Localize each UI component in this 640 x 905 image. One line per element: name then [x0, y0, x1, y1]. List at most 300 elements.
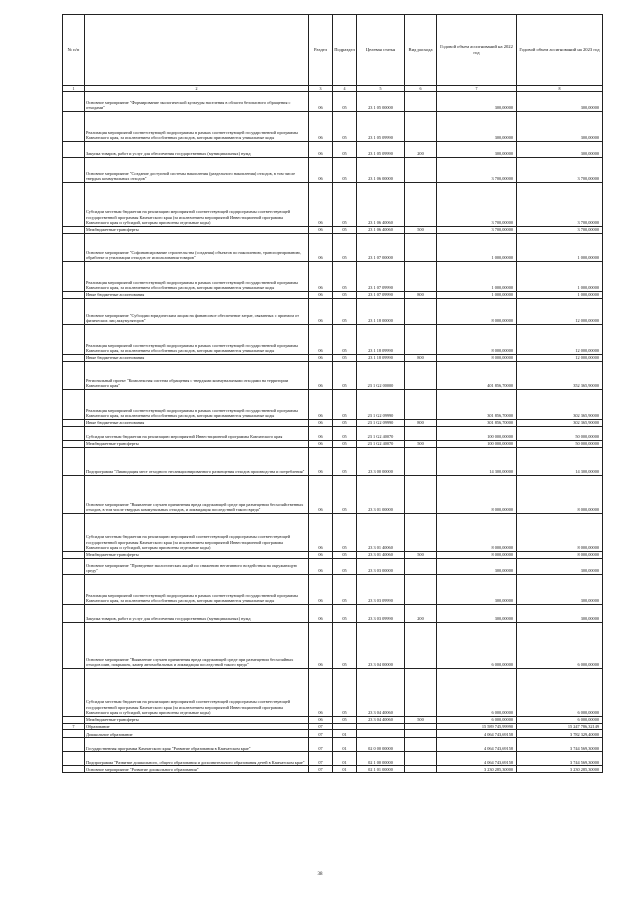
row-target-article: 23 1 05 00000 [357, 92, 405, 112]
table-row [63, 112, 603, 142]
row-number [63, 738, 85, 752]
table-row [63, 723, 603, 730]
row-target-article: 23 1 18 09990 [357, 325, 405, 355]
row-podrazdel: 05 [333, 717, 357, 724]
row-razdel: 07 [309, 752, 333, 766]
row-razdel: 07 [309, 766, 333, 773]
row-amount-2023: 3 230 285,30000 [517, 766, 603, 773]
row-razdel: 06 [309, 623, 333, 669]
row-amount-2022: 6 000,00000 [437, 669, 517, 717]
row-amount-2022: 100 000,00000 [437, 427, 517, 441]
row-podrazdel: 05 [333, 234, 357, 262]
row-expense-type: 800 [405, 292, 437, 299]
row-amount-2023: 3 700,00000 [517, 183, 603, 227]
row-amount-2022: 4 064 743,69158 [437, 730, 517, 738]
column-number: 4 [333, 86, 357, 92]
row-target-article: 02 1 00 00000 [357, 752, 405, 766]
table-row [63, 292, 603, 299]
row-name: Межбюджетные трансферты [85, 227, 309, 234]
row-target-article: 02 0 00 00000 [357, 738, 405, 752]
row-amount-2023: 1 000,00000 [517, 234, 603, 262]
row-target-article: 23 3 03 09990 [357, 605, 405, 623]
row-expense-type: 500 [405, 227, 437, 234]
row-amount-2023: 1 000,00000 [517, 292, 603, 299]
row-razdel: 06 [309, 420, 333, 427]
row-amount-2022: 300,00000 [437, 559, 517, 575]
row-podrazdel [333, 723, 357, 730]
row-amount-2022: 15 589 745,99990 [437, 723, 517, 730]
row-amount-2022: 300,00000 [437, 575, 517, 605]
row-expense-type [405, 92, 437, 112]
row-expense-type: 500 [405, 552, 437, 559]
row-podrazdel: 05 [333, 92, 357, 112]
header-podrazdel: Подраздел [333, 15, 357, 86]
row-razdel: 06 [309, 448, 333, 476]
row-amount-2022: 3 700,00000 [437, 183, 517, 227]
row-amount-2022: 300,00000 [437, 142, 517, 158]
row-target-article: 23 3 03 00000 [357, 559, 405, 575]
header-razdel: Раздел [309, 15, 333, 86]
row-number [63, 355, 85, 362]
row-podrazdel: 05 [333, 559, 357, 575]
row-amount-2022: 14 300,00000 [437, 448, 517, 476]
row-amount-2023: 300,00000 [517, 575, 603, 605]
row-amount-2023: 1 000,00000 [517, 262, 603, 292]
row-amount-2022: 6 000,00000 [437, 623, 517, 669]
table-row [63, 227, 603, 234]
row-razdel: 06 [309, 717, 333, 724]
row-expense-type [405, 575, 437, 605]
table-row [63, 559, 603, 575]
row-amount-2022: 8 000,00000 [437, 514, 517, 552]
row-name: Основное мероприятие "Формирование экологической культуры населения в области безопасного обращения с отходами" [85, 92, 309, 112]
header-target-article: Целевая статья [357, 15, 405, 86]
row-amount-2023: 14 300,00000 [517, 448, 603, 476]
row-amount-2023: 12 000,00000 [517, 299, 603, 325]
row-name: Субсидии местным бюджетам на реализацию мероприятий соответствующей подпрограммы соответствующей государственной программы Камчатского края (за исключением мероприятий Инвестиционной программы Камчатского края и субсидий, которым присвоены отдельные коды) [85, 669, 309, 717]
row-amount-2023: 3 744 569,30000 [517, 738, 603, 752]
row-amount-2023: 8 000,00000 [517, 476, 603, 514]
row-expense-type [405, 234, 437, 262]
row-amount-2023: 3 782 329,40000 [517, 730, 603, 738]
row-number [63, 427, 85, 441]
row-amount-2023: 352 365,90000 [517, 362, 603, 390]
row-number [63, 112, 85, 142]
row-expense-type [405, 738, 437, 752]
row-target-article: 23 3 04 40060 [357, 669, 405, 717]
row-amount-2023: 6 000,00000 [517, 717, 603, 724]
row-podrazdel: 01 [333, 752, 357, 766]
row-podrazdel: 05 [333, 355, 357, 362]
row-number [63, 559, 85, 575]
row-name: Образование [85, 723, 309, 730]
table-row [63, 142, 603, 158]
row-target-article: 23 3 04 00000 [357, 623, 405, 669]
row-name: Основное мероприятие "Развитие дошкольного образования" [85, 766, 309, 773]
row-podrazdel: 05 [333, 183, 357, 227]
row-name: Реализация мероприятий соответствующей подпрограммы в рамках соответствующей государственной программы Камчатского края, за исключением обособленных расходов, которым присваиваются уникальные коды [85, 390, 309, 420]
table-row [63, 234, 603, 262]
row-razdel: 06 [309, 355, 333, 362]
row-razdel: 06 [309, 390, 333, 420]
row-target-article: 23 1 05 09990 [357, 142, 405, 158]
row-expense-type [405, 325, 437, 355]
table-row [63, 92, 603, 112]
row-target-article: 23 1 07 09990 [357, 292, 405, 299]
row-expense-type [405, 299, 437, 325]
row-name: Реализация мероприятий соответствующей подпрограммы в рамках соответствующей государственной программы Камчатского края, за исключением обособленных расходов, которым присваиваются уникальные коды [85, 112, 309, 142]
table-row [63, 299, 603, 325]
row-target-article: 23 1 18 00000 [357, 299, 405, 325]
row-razdel: 06 [309, 292, 333, 299]
row-razdel: 07 [309, 738, 333, 752]
row-name: Межбюджетные трансферты [85, 717, 309, 724]
row-amount-2022: 8 000,00000 [437, 299, 517, 325]
row-name: Субсидии местным бюджетам на реализацию мероприятий соответствующей подпрограммы соответствующей государственной программы Камчатского края (за исключением мероприятий Инвестиционной программы Камчатского края и субсидий, которым присвоены отдельные коды) [85, 183, 309, 227]
row-number [63, 766, 85, 773]
row-amount-2022: 401 856,70000 [437, 362, 517, 390]
row-razdel: 06 [309, 476, 333, 514]
row-target-article: 23 1 18 09990 [357, 355, 405, 362]
row-target-article [357, 730, 405, 738]
row-amount-2023: 50 000,00000 [517, 427, 603, 441]
row-razdel: 07 [309, 730, 333, 738]
row-name: Реализация мероприятий соответствующей подпрограммы в рамках соответствующей государственной программы Камчатского края, за исключением обособленных расходов, которым присваиваются уникальные коды [85, 325, 309, 355]
row-number [63, 390, 85, 420]
row-amount-2023: 50 000,00000 [517, 441, 603, 448]
row-name: Основное мероприятие "Создание доступной системы накопления (раздельного накопления) отходов, в том числе твердых коммунальных отходов" [85, 158, 309, 183]
row-number [63, 292, 85, 299]
row-name: Иные бюджетные ассигнования [85, 292, 309, 299]
row-amount-2023: 6 000,00000 [517, 623, 603, 669]
row-expense-type [405, 112, 437, 142]
column-number: 3 [309, 86, 333, 92]
row-amount-2023: 6 000,00000 [517, 669, 603, 717]
row-target-article: 23 1 G2 00000 [357, 362, 405, 390]
row-number [63, 552, 85, 559]
row-razdel: 06 [309, 299, 333, 325]
row-expense-type: 800 [405, 355, 437, 362]
row-number [63, 299, 85, 325]
row-razdel: 06 [309, 158, 333, 183]
row-amount-2022: 1 000,00000 [437, 292, 517, 299]
row-amount-2022: 8 000,00000 [437, 355, 517, 362]
row-amount-2022: 4 064 743,69158 [437, 752, 517, 766]
table-row [63, 355, 603, 362]
row-podrazdel: 05 [333, 142, 357, 158]
page-number: 38 [317, 872, 323, 877]
row-razdel: 06 [309, 142, 333, 158]
row-name: Иные бюджетные ассигнования [85, 420, 309, 427]
table-body [63, 92, 603, 773]
row-podrazdel: 05 [333, 669, 357, 717]
row-amount-2023: 8 000,00000 [517, 514, 603, 552]
row-expense-type: 500 [405, 717, 437, 724]
row-target-article: 23 1 G2 09990 [357, 420, 405, 427]
row-expense-type [405, 559, 437, 575]
row-number [63, 575, 85, 605]
row-number [63, 92, 85, 112]
row-target-article [357, 723, 405, 730]
row-amount-2023: 3 700,00000 [517, 158, 603, 183]
row-number [63, 183, 85, 227]
row-name: Региональный проект "Комплексная система обращения с твердыми коммунальными отходами на территории Камчатского края" [85, 362, 309, 390]
row-razdel: 06 [309, 325, 333, 355]
row-razdel: 07 [309, 723, 333, 730]
table-row [63, 441, 603, 448]
header-amount-2022: Годовой объем ассигнований на 2022 год [437, 15, 517, 86]
table-row [63, 362, 603, 390]
row-podrazdel: 01 [333, 730, 357, 738]
row-razdel: 06 [309, 234, 333, 262]
row-name: Реализация мероприятий соответствующей подпрограммы в рамках соответствующей государственной программы Камчатского края, за исключением обособленных расходов, которым присваиваются уникальные коды [85, 575, 309, 605]
row-name: Реализация мероприятий соответствующей подпрограммы в рамках соответствующей государственной программы Камчатского края, за исключением обособленных расходов, которым присваиваются уникальные коды [85, 262, 309, 292]
row-number [63, 142, 85, 158]
row-target-article: 23 1 07 00000 [357, 234, 405, 262]
column-number: 6 [405, 86, 437, 92]
row-number: 7 [63, 723, 85, 730]
row-amount-2022: 100 000,00000 [437, 441, 517, 448]
table-row [63, 730, 603, 738]
row-target-article: 23 3 01 40060 [357, 552, 405, 559]
row-amount-2023: 300,00000 [517, 142, 603, 158]
row-number [63, 234, 85, 262]
row-amount-2023: 300,00000 [517, 112, 603, 142]
row-podrazdel: 05 [333, 262, 357, 292]
row-number [63, 669, 85, 717]
row-razdel: 06 [309, 552, 333, 559]
row-podrazdel: 05 [333, 575, 357, 605]
column-number: 7 [437, 86, 517, 92]
row-podrazdel: 05 [333, 448, 357, 476]
row-amount-2022: 8 000,00000 [437, 552, 517, 559]
row-amount-2022: 1 000,00000 [437, 234, 517, 262]
row-number [63, 448, 85, 476]
row-name: Основное мероприятие "Проведение экологических акций по снижению негативного воздействия на окружающую среду" [85, 559, 309, 575]
row-number [63, 476, 85, 514]
table-row [63, 752, 603, 766]
table-row [63, 420, 603, 427]
row-expense-type: 500 [405, 441, 437, 448]
row-razdel: 06 [309, 514, 333, 552]
row-razdel: 06 [309, 227, 333, 234]
row-podrazdel: 05 [333, 362, 357, 390]
row-expense-type [405, 158, 437, 183]
row-name: Подпрограмма "Развитие дошкольного, общего образования и дополнительного образования детей в Камчатском крае" [85, 752, 309, 766]
row-number [63, 262, 85, 292]
table-row [63, 605, 603, 623]
row-razdel: 06 [309, 427, 333, 441]
row-amount-2023: 3 700,00000 [517, 227, 603, 234]
table-row [63, 552, 603, 559]
row-podrazdel: 05 [333, 514, 357, 552]
row-name: Закупка товаров, работ и услуг для обеспечения государственных (муниципальных) нужд [85, 142, 309, 158]
table-row [63, 183, 603, 227]
table-row [63, 262, 603, 292]
row-target-article: 23 1 G2 40070 [357, 427, 405, 441]
column-number: 5 [357, 86, 405, 92]
table-row [63, 766, 603, 773]
row-target-article: 23 3 00 00000 [357, 448, 405, 476]
header-num: № п/п [63, 15, 85, 86]
row-number [63, 325, 85, 355]
row-target-article: 02 1 01 00000 [357, 766, 405, 773]
row-expense-type: 800 [405, 420, 437, 427]
row-target-article: 23 3 01 40060 [357, 514, 405, 552]
row-target-article: 23 1 06 40060 [357, 183, 405, 227]
row-amount-2023: 300,00000 [517, 559, 603, 575]
row-expense-type [405, 623, 437, 669]
row-podrazdel: 01 [333, 766, 357, 773]
row-amount-2022: 4 064 743,69158 [437, 738, 517, 752]
row-target-article: 23 1 05 09990 [357, 112, 405, 142]
header-amount-2023: Годовой объем ассигнований на 2023 год [517, 15, 603, 86]
row-expense-type [405, 448, 437, 476]
row-podrazdel: 05 [333, 299, 357, 325]
table-row [63, 476, 603, 514]
row-name: Межбюджетные трансферты [85, 441, 309, 448]
row-amount-2022: 301 856,70000 [437, 390, 517, 420]
row-expense-type [405, 730, 437, 738]
row-amount-2022: 301 856,70000 [437, 420, 517, 427]
row-podrazdel: 05 [333, 112, 357, 142]
row-expense-type [405, 427, 437, 441]
row-number [63, 605, 85, 623]
row-number [63, 158, 85, 183]
row-expense-type: 200 [405, 605, 437, 623]
row-expense-type [405, 390, 437, 420]
row-amount-2023: 8 000,00000 [517, 552, 603, 559]
table-row [63, 427, 603, 441]
row-expense-type [405, 766, 437, 773]
row-amount-2022: 3 700,00000 [437, 158, 517, 183]
row-name: Подпрограмма "Ликвидация мест отходного несанкционированного размещения отходов производства и потребления" [85, 448, 309, 476]
row-number [63, 717, 85, 724]
row-podrazdel: 05 [333, 623, 357, 669]
row-podrazdel: 05 [333, 390, 357, 420]
row-podrazdel: 05 [333, 476, 357, 514]
row-number [63, 441, 85, 448]
row-razdel: 06 [309, 362, 333, 390]
table-row [63, 514, 603, 552]
row-number [63, 420, 85, 427]
row-name: Основное мероприятие "Выявление случаев причинения вреда окружающей среде при размещении бесхозяйных отходов шин, покрышек, камер автомобильных и ликвидация последствий такого вреда" [85, 623, 309, 669]
row-number [63, 227, 85, 234]
row-razdel: 06 [309, 559, 333, 575]
row-amount-2023: 12 000,00000 [517, 355, 603, 362]
table-row [63, 669, 603, 717]
row-name: Закупка товаров, работ и услуг для обеспечения государственных (муниципальных) нужд [85, 605, 309, 623]
row-podrazdel: 01 [333, 738, 357, 752]
row-podrazdel: 05 [333, 605, 357, 623]
row-name: Межбюджетные трансферты [85, 552, 309, 559]
row-razdel: 06 [309, 669, 333, 717]
row-number [63, 752, 85, 766]
row-target-article: 23 1 G2 40070 [357, 441, 405, 448]
row-expense-type [405, 362, 437, 390]
row-target-article: 23 1 G2 09990 [357, 390, 405, 420]
row-number [63, 730, 85, 738]
row-amount-2023: 300,00000 [517, 92, 603, 112]
column-number: 2 [85, 86, 309, 92]
row-amount-2023: 12 000,00000 [517, 325, 603, 355]
row-podrazdel: 05 [333, 227, 357, 234]
row-target-article: 23 3 01 00000 [357, 476, 405, 514]
row-number [63, 362, 85, 390]
row-expense-type [405, 752, 437, 766]
row-amount-2022: 300,00000 [437, 112, 517, 142]
table-row [63, 448, 603, 476]
row-name: Дошкольное образование [85, 730, 309, 738]
row-target-article: 23 1 06 00000 [357, 158, 405, 183]
row-name: Субсидии местным бюджетам на реализацию мероприятий соответствующей подпрограммы соответствующей государственной программы Камчатского края (за исключением мероприятий Инвестиционной программы Камчатского края и субсидий, которым присвоены отдельные коды) [85, 514, 309, 552]
row-name: Основное мероприятие "Софинансирование строительства (создания) объектов по накоплению, транспортированию, обработке и утилизации отходов от использования товаров" [85, 234, 309, 262]
row-podrazdel: 05 [333, 441, 357, 448]
column-number: 8 [517, 86, 603, 92]
row-amount-2023: 302 365,90000 [517, 420, 603, 427]
row-name: Иные бюджетные ассигнования [85, 355, 309, 362]
row-expense-type [405, 514, 437, 552]
row-podrazdel: 05 [333, 325, 357, 355]
row-amount-2022: 3 700,00000 [437, 227, 517, 234]
row-podrazdel: 05 [333, 552, 357, 559]
table-row [63, 623, 603, 669]
table-row [63, 390, 603, 420]
row-expense-type: 200 [405, 142, 437, 158]
row-amount-2023: 300,00000 [517, 605, 603, 623]
row-target-article: 23 1 06 40060 [357, 227, 405, 234]
row-razdel: 06 [309, 112, 333, 142]
table-row [63, 158, 603, 183]
row-expense-type [405, 476, 437, 514]
row-razdel: 06 [309, 441, 333, 448]
row-amount-2022: 6 000,00000 [437, 717, 517, 724]
row-number [63, 623, 85, 669]
header-expense-type: Вид расхода [405, 15, 437, 86]
row-expense-type [405, 183, 437, 227]
table-row [63, 325, 603, 355]
column-number: 1 [63, 86, 85, 92]
row-amount-2022: 8 000,00000 [437, 325, 517, 355]
row-target-article: 23 3 03 09990 [357, 575, 405, 605]
row-expense-type [405, 262, 437, 292]
row-razdel: 06 [309, 92, 333, 112]
row-amount-2023: 302 365,90000 [517, 390, 603, 420]
row-name: Субсидии местным бюджетам на реализацию мероприятий Инвестиционной программы Камчатского края [85, 427, 309, 441]
row-name: Основное мероприятие "Выявление случаев причинения вреда окружающей среде при размещении бесхозяйственных отходов, в том числе твердых коммунальных отходов, и ликвидация последствий такого вреда" [85, 476, 309, 514]
row-podrazdel: 05 [333, 158, 357, 183]
row-amount-2022: 3 230 285,30000 [437, 766, 517, 773]
row-expense-type [405, 723, 437, 730]
header-name [85, 15, 309, 86]
row-name: Государственная программа Камчатского края "Развитие образования в Камчатском крае" [85, 738, 309, 752]
row-amount-2023: 15 247 786,32149 [517, 723, 603, 730]
row-podrazdel: 05 [333, 427, 357, 441]
row-target-article: 23 1 07 09990 [357, 262, 405, 292]
table-row [63, 717, 603, 724]
budget-table [62, 14, 603, 773]
row-amount-2022: 8 000,00000 [437, 476, 517, 514]
row-expense-type [405, 669, 437, 717]
row-number [63, 514, 85, 552]
row-amount-2022: 300,00000 [437, 92, 517, 112]
table-row [63, 575, 603, 605]
row-razdel: 06 [309, 605, 333, 623]
row-podrazdel: 05 [333, 420, 357, 427]
row-amount-2023: 3 744 569,30000 [517, 752, 603, 766]
row-amount-2022: 300,00000 [437, 605, 517, 623]
budget-table-sheet [62, 14, 602, 773]
